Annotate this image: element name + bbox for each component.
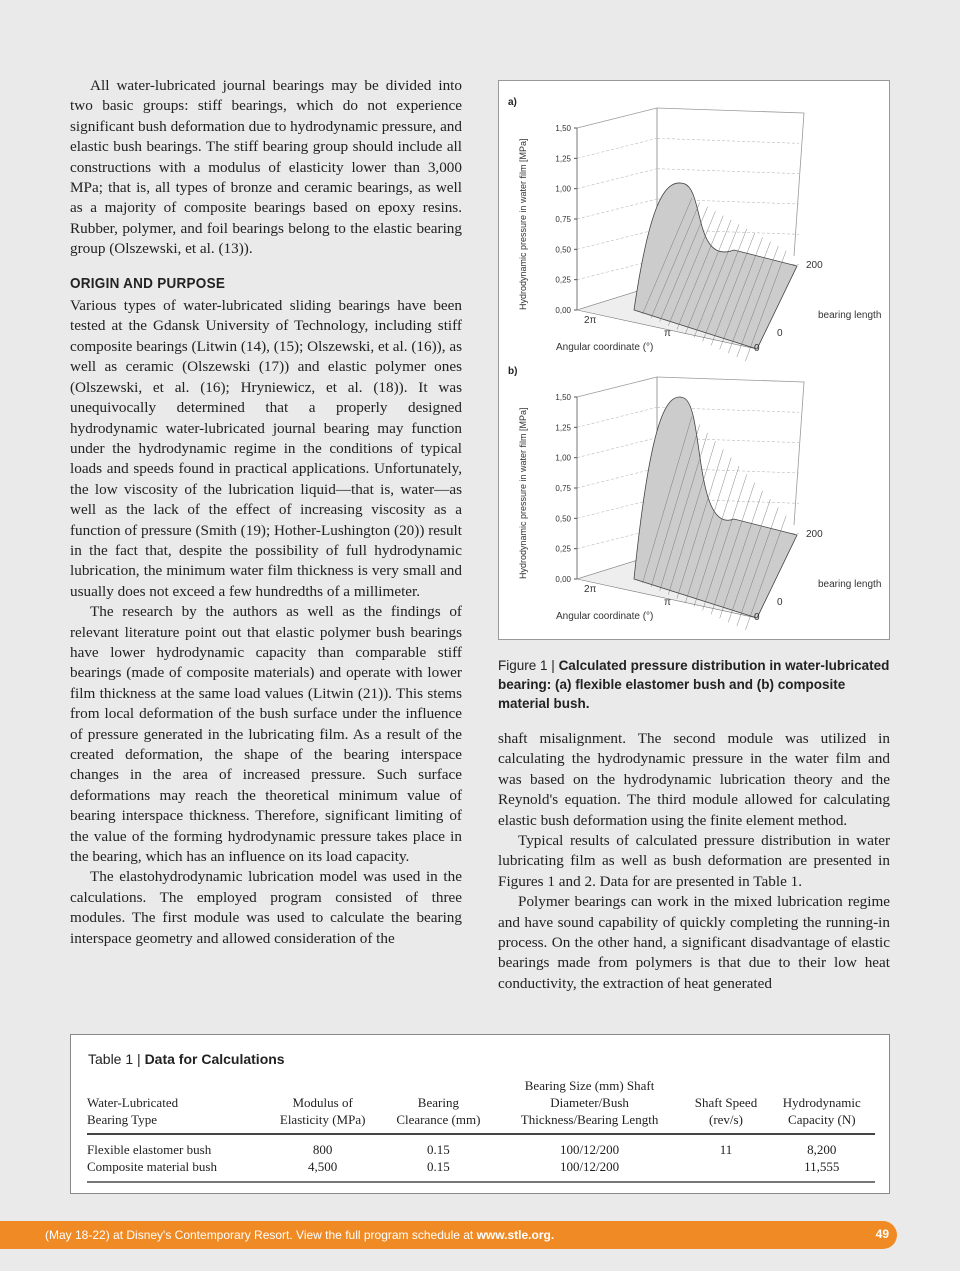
- y-tick-label: 0,00: [555, 306, 571, 315]
- header-line: Bearing Size (mm) Shaft: [524, 1078, 655, 1093]
- z-tick-label: 0: [777, 597, 783, 608]
- header-line: Modulus of: [292, 1095, 353, 1110]
- paragraph: Polymer bearings can work in the mixed lubrication regime and have sound capability of quickly completing the running-in process. On the other hand, a significant disadvantage of elastic bearings made from polymers is that due to their low heat conductivity, the extraction of heat generated: [498, 893, 890, 992]
- y-tick-label: 1,50: [555, 124, 571, 133]
- table-cell: Flexible elastomer bush: [87, 1142, 212, 1157]
- column-header: [683, 1077, 768, 1134]
- column-header: [381, 1077, 496, 1134]
- column-header: [496, 1077, 684, 1134]
- panel-label: a): [508, 97, 517, 108]
- table-cell: 4,500: [264, 1158, 381, 1182]
- right-text-column: [498, 729, 890, 994]
- gridline: [577, 468, 657, 488]
- x-tick-label: π: [664, 597, 671, 608]
- z-axis-label: bearing length: [818, 310, 882, 321]
- table-title-text: Data for Calculations: [144, 1051, 285, 1067]
- paragraph: All water-lubricated journal bearings may be divided into two basic groups: stiff bearings, which do not experience significant bush deformation due to hydrodynamic pressure, and elastic bush bearings. The stiff bearing group should include all constructions with a modulus of elasticity lower than 3,000 MPa; that is, all types of bronze and ceramic bearings, as well as a majority of composite bearings based on epoxy resins. Rubber, polymer, and foil bearings belong to the elastic bearing group (Olszewski, et al. (13)).: [70, 77, 462, 258]
- y-axis-label: Hydrodynamic pressure in water film [MPa]: [518, 138, 528, 310]
- y-tick-label: 0,75: [555, 215, 571, 224]
- table-cell: 100/12/200: [496, 1158, 684, 1182]
- y-tick-label: 0,50: [555, 245, 571, 255]
- figure-caption: [498, 656, 893, 713]
- y-tick-label: 0,00: [555, 575, 571, 584]
- plot-b: [499, 350, 881, 630]
- table-cell: 100/12/200: [559, 1142, 620, 1157]
- y-tick-label: 0,25: [555, 544, 571, 554]
- header-line: Clearance (mm): [396, 1112, 481, 1127]
- y-tick-label: 0,50: [555, 514, 571, 524]
- gridline: [577, 169, 657, 189]
- table-title: [88, 1051, 285, 1067]
- table-cell: 0.15: [381, 1158, 496, 1182]
- table-row: [87, 1158, 875, 1182]
- column-header: [87, 1077, 264, 1134]
- z-axis-label: bearing length: [818, 579, 882, 590]
- x-tick-label: 0: [754, 612, 760, 623]
- y-tick-label: 1,25: [555, 154, 571, 164]
- pressure-plots: [499, 81, 891, 641]
- gridline: [577, 138, 657, 158]
- gridline: [657, 138, 799, 143]
- plot-a: [499, 81, 881, 361]
- x-tick-label: 2π: [584, 315, 597, 326]
- z-tick-label: 0: [777, 328, 783, 339]
- x-axis-label: Angular coordinate (°): [556, 342, 654, 353]
- paragraph: shaft misalignment. The second module was utilized in calculating the hydrodynamic pressure in the water film and was based on the hydrodynamic lubrication theory and the Reynold's equation. The third module allowed for calculating elastic bush deformation using the finite element method.: [498, 730, 890, 829]
- caption-text: Calculated pressure distribution in water-lubricated bearing: (a) flexible elastomer bush and (b) composite material bush.: [498, 658, 890, 711]
- gridline: [657, 169, 799, 174]
- gridline: [577, 438, 657, 458]
- header-line: Shaft Speed: [694, 1095, 758, 1110]
- y-tick-label: 0,25: [555, 275, 571, 285]
- header-line: Elasticity (MPa): [279, 1112, 366, 1127]
- column-header: [264, 1077, 381, 1134]
- header-line: Thickness/Bearing Length: [520, 1112, 659, 1127]
- panel-label: b): [508, 366, 518, 377]
- table-cell: 11,555: [769, 1158, 875, 1182]
- header-line: Bearing: [417, 1095, 459, 1110]
- header-line: Hydrodynamic: [782, 1095, 861, 1110]
- table-cell: 11: [719, 1142, 733, 1157]
- table-cell: 800: [312, 1142, 333, 1157]
- table-1: [70, 1034, 890, 1194]
- section-heading: ORIGIN AND PURPOSE: [70, 274, 226, 292]
- figure-1: [498, 80, 890, 640]
- data-table: [87, 1077, 875, 1183]
- x-axis-label: Angular coordinate (°): [556, 611, 654, 622]
- header-line: Bearing Type: [87, 1112, 157, 1127]
- paragraph: Typical results of calculated pressure distribution in water lubricating film as well as bush deformation are presented in Figures 1 and 2. Data for are presented in Table 1.: [498, 832, 890, 890]
- table-cell: 0.15: [427, 1142, 450, 1157]
- footer-text: [45, 1228, 554, 1242]
- header-line: Diameter/Bush: [550, 1095, 629, 1110]
- table-cell: 8,200: [807, 1142, 837, 1157]
- y-tick-label: 1,50: [555, 393, 571, 402]
- x-tick-label: 2π: [584, 584, 597, 595]
- y-tick-label: 1,00: [555, 453, 571, 463]
- paragraph: Various types of water-lubricated sliding bearings have been tested at the Gdansk University of Technology, including stiff composite bearings (Litwin (14), (15); Olszewski, et al. (16)), as well as ceramic (Olszewski (17)) and elastic polymer ones (Olszewski, et al. (16); Hryniewicz, et al. (18)). It was unequivocally determined that a properly designed hydrodynamic water-lubricated journal bearing may function under the hydrodynamic regime in the conditions of typical loads and speeds found in practical applications. Unfortunately, the low viscosity of the lubrication liquid—that is, water—as well as the lack of the effect of increasing viscosity as a function of pressure (Smith (19); Hother-Lushington (20)) result in the fact that, despite the possibility of full hydrodynamic lubrication, the minimum water film thickness is very small and usually does not exceed a few hundredths of a millimeter.: [70, 297, 462, 600]
- page-number: 49: [875, 1227, 889, 1241]
- left-text-column: [70, 76, 462, 949]
- header-line: Capacity (N): [788, 1112, 856, 1127]
- table-label: Table 1 |: [88, 1051, 141, 1067]
- header-line: Water-Lubricated: [87, 1095, 179, 1110]
- column-header: [769, 1077, 875, 1134]
- gridline: [577, 199, 657, 219]
- table-cell: Composite material bush: [87, 1158, 264, 1182]
- paragraph: The research by the authors as well as the findings of relevant literature point out that elastic polymer bush bearings have lower hydrodynamic capacity than comparable stiff bearings (made of composite materials) and operate with lower film thickness at the same load values (Litwin (21)). This stems from local deformation of the bush surface under the influence of pressure generated in the lubricating film. As a result of the created deformation, the shape of the bearing interspace changes in the area of increased pressure. Such surface deformations may reach the theoretical minimum value of bearing interspace thickness. Therefore, significant limiting of the value of the forming hydrodynamic pressure takes place in the bearing, which has an influence on its load capacity.: [70, 603, 462, 866]
- table-row: [87, 1134, 875, 1158]
- y-tick-label: 0,75: [555, 484, 571, 493]
- paragraph: The elastohydrodynamic lubrication model was used in the calculations. The employed program consisted of three modules. The first module was used to calculate the bearing interspace geometry and allowed consideration of the: [70, 868, 462, 947]
- z-tick-label: 200: [806, 260, 823, 271]
- x-tick-label: π: [664, 328, 671, 339]
- y-tick-label: 1,25: [555, 423, 571, 433]
- y-tick-label: 1,00: [555, 184, 571, 194]
- footer-link[interactable]: www.stle.org.: [476, 1228, 555, 1242]
- y-axis-label: Hydrodynamic pressure in water film [MPa]: [518, 407, 528, 579]
- header-line: (rev/s): [709, 1112, 743, 1127]
- z-tick-label: 200: [806, 529, 823, 540]
- x-tick-label: 0: [754, 343, 760, 354]
- table-cell: [683, 1158, 768, 1182]
- gridline: [577, 407, 657, 427]
- caption-label: Figure 1 |: [498, 658, 555, 673]
- page-footer: [0, 1221, 897, 1249]
- table-header-row: [87, 1077, 875, 1134]
- footer-text-main: (May 18-22) at Disney's Contemporary Resort. View the full program schedule at: [45, 1228, 477, 1242]
